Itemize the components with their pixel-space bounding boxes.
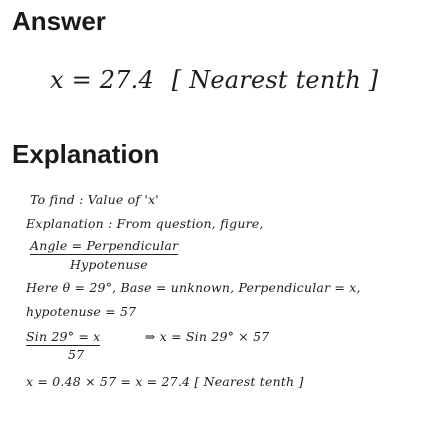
explanation-heading: Explanation — [12, 139, 160, 169]
angle-formula-denominator: Hypotenuse — [70, 257, 148, 272]
explanation-line-from-question: Explanation : From question, figure, — [26, 216, 264, 231]
explanation-line-angle — [30, 238, 178, 253]
explanation-line-final: x = 0.48 × 57 = x = 27.4 [ Nearest tenth ] — [26, 374, 304, 389]
sine-denominator: 57 — [68, 347, 85, 362]
explanation-line-hypotenuse: hypotenuse = 57 — [26, 304, 137, 319]
sine-rearranged: ⇒ x = Sin 29° × 57 — [144, 329, 270, 344]
angle-formula-numerator: Angle = Perpendicular — [30, 238, 179, 253]
answer-note: [ Nearest tenth ] — [171, 66, 379, 94]
explanation-line-sine — [26, 329, 269, 344]
answer-result: x = 27.4 — [50, 66, 154, 94]
answer-heading: Answer — [12, 6, 106, 36]
sine-numerator: Sin 29° = x — [26, 329, 101, 344]
answer-line — [50, 66, 388, 94]
explanation-line-given: Here θ = 29°, Base = unknown, Perpendicular = x, — [26, 280, 361, 295]
explanation-line-to-find: To find : Value of 'x' — [30, 192, 159, 207]
